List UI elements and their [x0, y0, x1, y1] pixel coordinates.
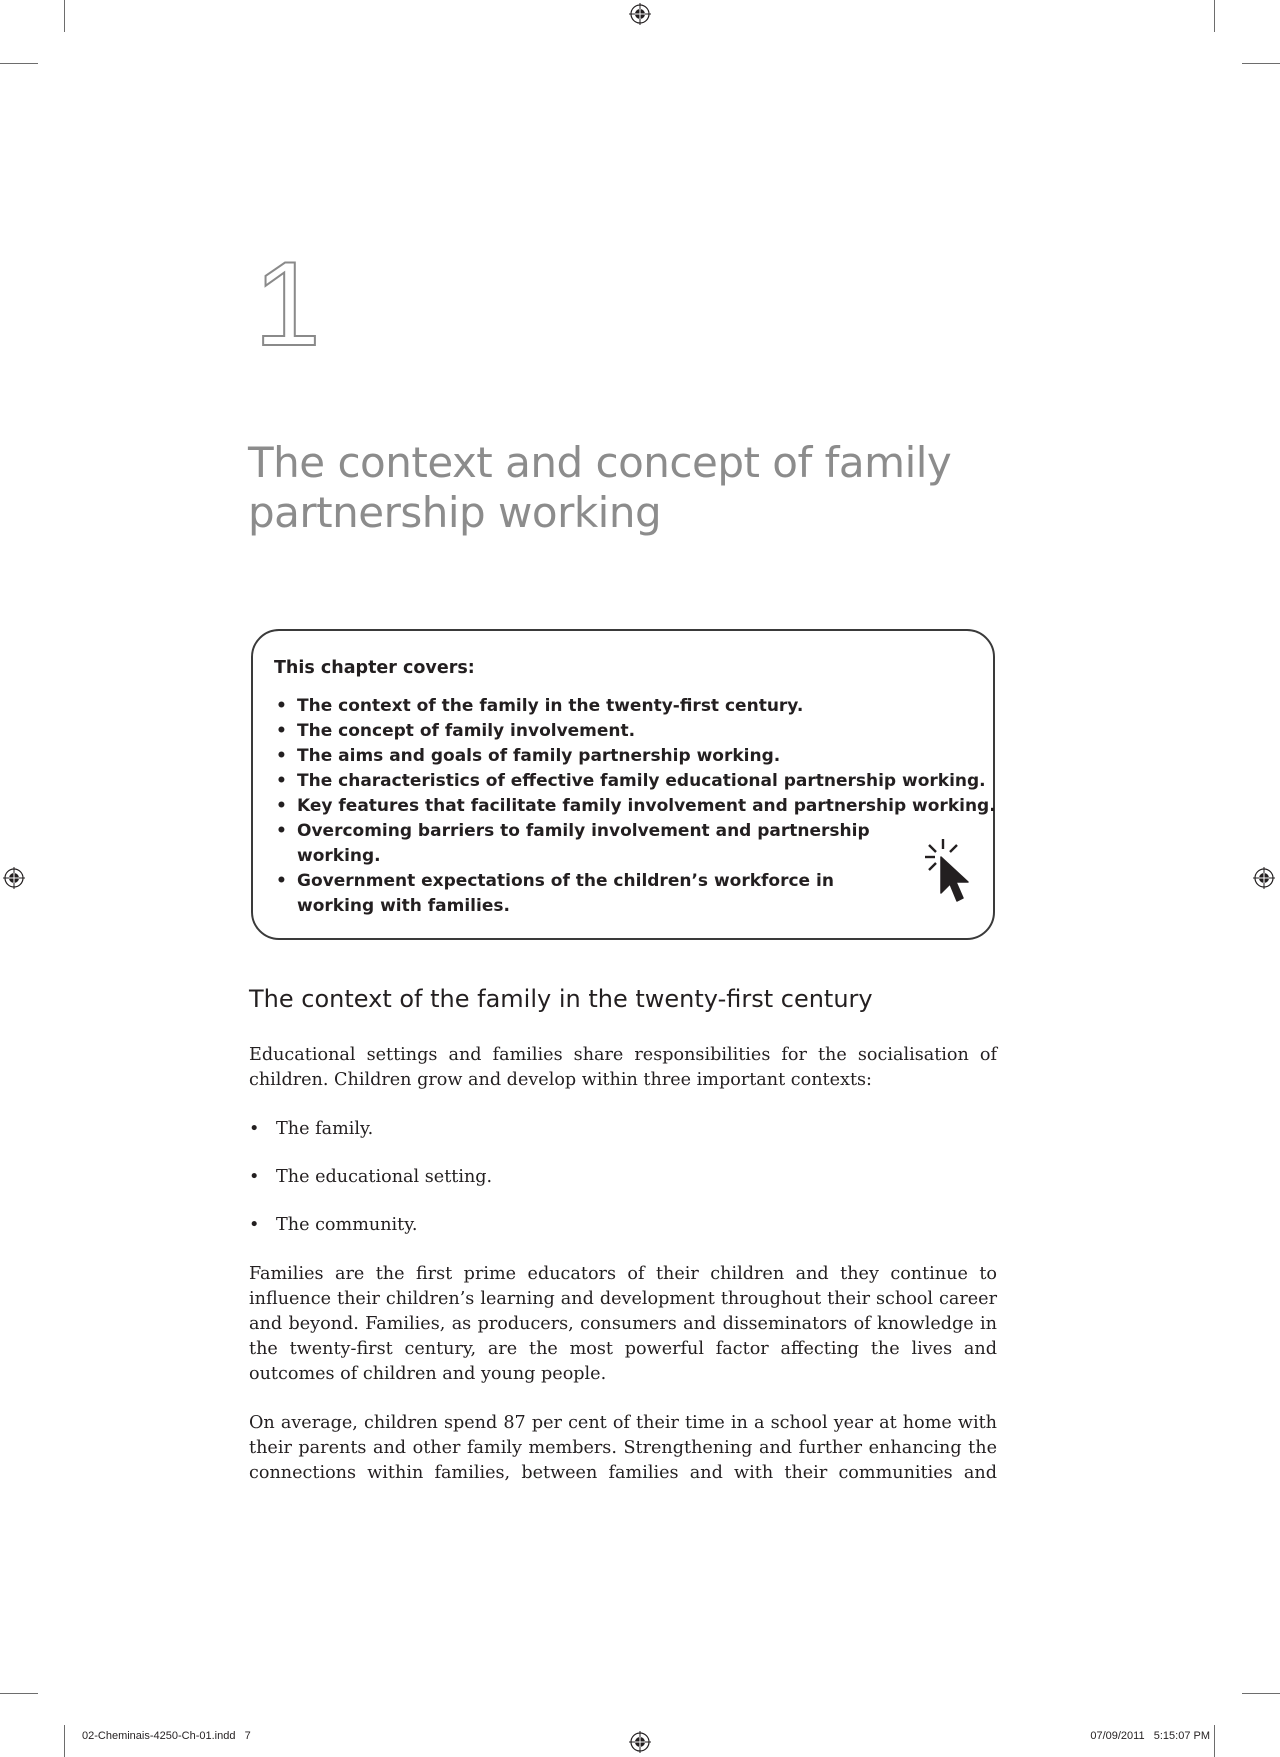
list-item-text: The context of the family in the twenty-first century. — [297, 696, 804, 716]
crop-mark — [1214, 0, 1215, 32]
intro-paragraph: Educational settings and families share responsibilities for the socialisation of children. Children grow and develop within three important contexts: — [249, 1045, 997, 1090]
chapter-covers-box — [251, 629, 995, 940]
crop-mark — [64, 1725, 65, 1757]
chapter-title-line: partnership working — [248, 488, 662, 537]
registration-mark-icon — [629, 3, 651, 25]
list-item: • Key features that facilitate family involvement and partnership working. — [276, 796, 996, 816]
list-item-text: The concept of family involvement. — [297, 721, 636, 741]
list-item: • The family. — [249, 1119, 374, 1139]
list-item-text: The community. — [276, 1215, 418, 1235]
chapter-title — [248, 438, 1008, 538]
list-item: • The characteristics of effective family educational partnership working. — [276, 771, 986, 791]
list-item: • The community. — [249, 1215, 418, 1235]
list-item-text: Overcoming barriers to family involvement and partnership working. — [297, 821, 870, 866]
crop-mark — [0, 1693, 38, 1694]
registration-mark-icon — [3, 867, 25, 889]
covers-list — [274, 694, 996, 919]
crop-mark — [1214, 1725, 1215, 1757]
registration-mark-icon — [1253, 867, 1275, 889]
crop-mark — [64, 0, 65, 32]
crop-mark — [1242, 1693, 1280, 1694]
list-item: • The concept of family involvement. — [276, 721, 636, 741]
list-item-text: Government expectations of the children’s workforce in working with families. — [297, 871, 834, 916]
body-paragraph: Families are the first prime educators of their children and they continue to influence their children’s learning and development throughout their school career and beyond. Families, as producers, consumers and disseminators of knowledge in the twenty-first century, are the most powerful factor affecting the lives and outcomes of children and young people. — [249, 1264, 997, 1384]
body-paragraph: On average, children spend 87 per cent of their time in a school year at home with their parents and other family members. Strengthening and further enhancing the connections within families, between families and with their communities and — [249, 1413, 997, 1483]
chapter-title-line: The context and concept of family — [248, 438, 952, 487]
list-item-text: The family. — [276, 1119, 374, 1139]
list-item-text: The aims and goals of family partnership working. — [297, 746, 781, 766]
list-item: • The educational setting. — [249, 1167, 493, 1187]
footer-timestamp: 07/09/2011 5:15:07 PM — [1090, 1730, 1210, 1742]
list-item-text: The educational setting. — [276, 1167, 493, 1187]
covers-heading: This chapter covers: — [274, 658, 475, 678]
list-item: • Government expectations of the children’s workforce in working with families. — [276, 871, 834, 916]
crop-mark — [0, 63, 38, 64]
cursor-click-icon — [921, 837, 969, 909]
list-item: • The context of the family in the twenty-first century. — [276, 696, 804, 716]
list-item: • The aims and goals of family partnership working. — [276, 746, 781, 766]
list-item: • Overcoming barriers to family involvement and partnership working. — [276, 821, 870, 866]
crop-mark — [1242, 63, 1280, 64]
list-item-text: The characteristics of effective family educational partnership working. — [297, 771, 986, 791]
section-heading: The context of the family in the twenty-first century — [249, 985, 873, 1013]
chapter-number: 1 — [254, 237, 321, 371]
registration-mark-icon — [629, 1731, 651, 1753]
footer-file-name: 02-Cheminais-4250-Ch-01.indd 7 — [82, 1730, 251, 1742]
list-item-text: Key features that facilitate family involvement and partnership working. — [297, 796, 996, 816]
